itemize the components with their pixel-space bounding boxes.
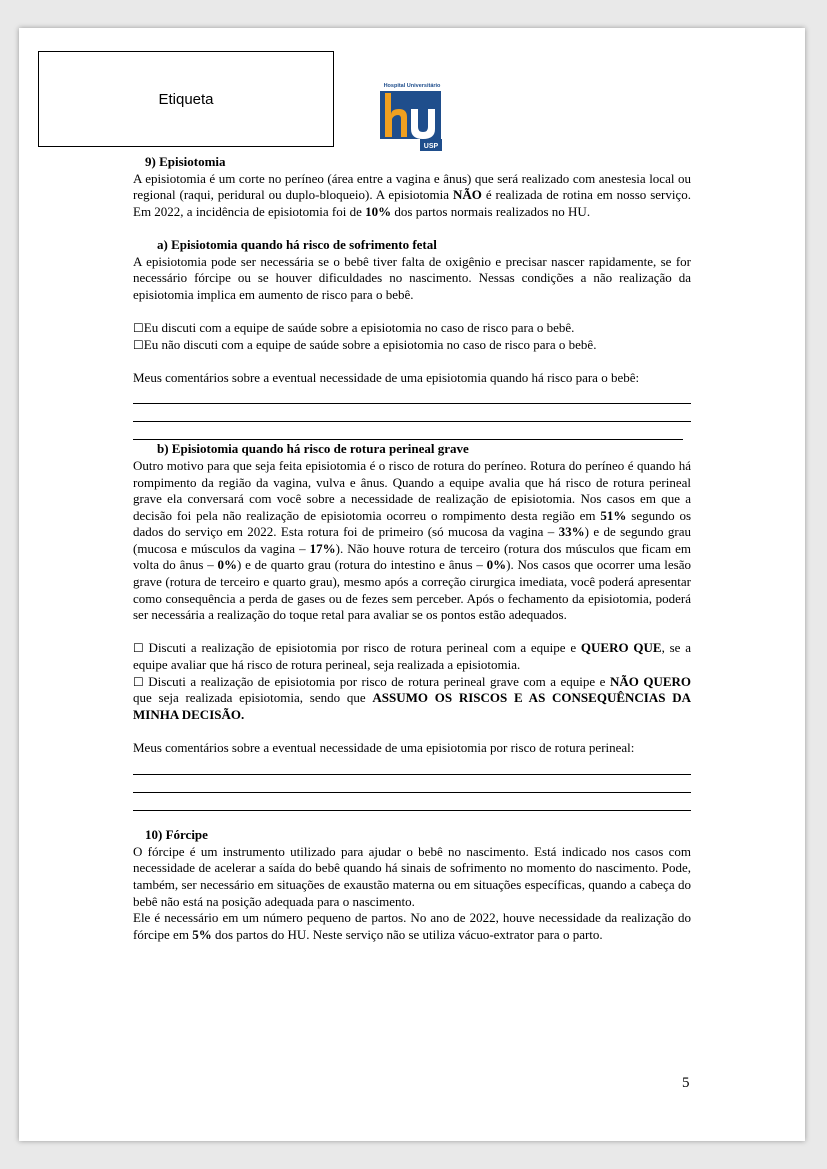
comment-line[interactable]: [133, 404, 691, 422]
option-a-not-discussed[interactable]: ☐Eu não discuti com a equipe de saúde sobre a episiotomia no caso de risco para o bebê.: [133, 336, 597, 352]
comment-line[interactable]: [133, 775, 691, 793]
section-10-text-2: Ele é necessário em um número pequeno de partos. No ano de 2022, houve necessidade da realização do fórcipe em 5% dos partos do HU. Neste serviço não se utiliza vácuo-extrator para o parto.: [133, 910, 691, 942]
document-page: [19, 28, 805, 1141]
option-b-refuse[interactable]: ☐ Discuti a realização de episiotomia por risco de rotura perineal grave com a equipe e NÃO QUERO que seja realizada episiotomia, sendo que ASSUMO OS RISCOS E AS CONSEQUÊNCIAS DA MINHA DECISÃO.: [133, 673, 691, 722]
section-10-text: O fórcipe é um instrumento utilizado para ajudar o bebê no nascimento. Está indicado nos casos com necessidade de acelerar a saída do bebê quando há sinais de sofrimento no momento do nascimento. Pode, também, ser necessário em situações de exaustão materna ou em situações específicas, quando a cabeça do bebê não está na posição adequada para o nascimento.: [133, 843, 691, 909]
logo-sub-text: USP: [423, 143, 439, 150]
section-a-comments-label: Meus comentários sobre a eventual necessidade de uma episiotomia quando há risco para o bebê:: [133, 369, 640, 385]
comment-line[interactable]: [133, 793, 691, 811]
label-box: [38, 51, 334, 147]
hospital-logo: [377, 81, 447, 155]
logo-top-text: Hospital Universitário: [383, 83, 441, 89]
comment-line[interactable]: [133, 757, 691, 775]
section-b-text: Outro motivo para que seja feita episiotomia é o risco de rotura do períneo. Rotura do períneo é quando há rompimento da região da vagina, vulva e ânus. Quando a equipe avalia que há risco de rotura perineal grave ela conversará com você sobre a necessidade de realização de episiotomia. Nos casos em que a decisão foi pela não realização de episiotomia ocorreu o rompimento desta região em 51% segundo os dados do serviço em 2022. Esta rotura foi de primeiro (só mucosa da vagina – 33%) e de segundo grau (mucosa e músculos da vagina – 17%). Não houve rotura de terceiro (rotura dos músculos que ficam em volta do ânus – 0%) e de quarto grau (rotura do intestino e ânus – 0%). Nos casos que ocorrer uma lesão grave (rotura de terceiro e quarto grau), mesmo após a correção cirurgica imediata, você poderá apresentar como consequência a perda de gases ou de fezes sem perceber. Após o fechamento da episiotomia, poderá ser necessária a realização do toque retal para avaliar se os pontos estão adequados.: [133, 457, 692, 623]
option-a-discussed[interactable]: ☐Eu discuti com a equipe de saúde sobre a episiotomia no caso de risco para o bebê.: [133, 319, 575, 335]
section-a-text: A episiotomia pode ser necessária se o bebê tiver falta de oxigênio e precisar nascer rapidamente, se for necessário fórcipe ou se houver dificuldades no nascimento. Nessas condições a não realização da episiotomia implica em aumento de risco para o bebê.: [133, 253, 691, 302]
comment-line[interactable]: [133, 422, 683, 440]
document-content: [133, 154, 691, 943]
section-9-title: 9) Episiotomia: [145, 154, 226, 169]
comment-line[interactable]: [133, 386, 691, 404]
label-box-text: Etiqueta: [158, 90, 214, 108]
section-10-title: 10) Fórcipe: [145, 827, 208, 843]
option-b-want[interactable]: ☐ Discuti a realização de episiotomia por risco de rotura perineal com a equipe e QUERO QUE, se a equipe avaliar que há risco de rotura perineal, seja realizada a episiotomia.: [133, 640, 691, 673]
section-9-text: A episiotomia é um corte no períneo (área entre a vagina e ânus) que será realizado com anestesia local ou regional (raqui, peridural ou duplo-bloqueio). A episiotomia NÃO é realizada de rotina em nosso serviço. Em 2022, a incidência de episiotomia foi de 10% dos partos normais realizados no HU.: [133, 170, 692, 219]
page-number: 5: [682, 1075, 690, 1091]
checkbox-icon[interactable]: ☐: [133, 320, 144, 335]
section-a-title: a) Episiotomia quando há risco de sofrimento fetal: [157, 236, 437, 252]
section-b-comments-label: Meus comentários sobre a eventual necessidade de uma episiotomia por risco de rotura perineal:: [133, 740, 635, 755]
checkbox-icon[interactable]: ☐: [133, 641, 144, 656]
section-b-title: b) Episiotomia quando há risco de rotura perineal grave: [157, 441, 469, 457]
checkbox-icon[interactable]: ☐: [133, 674, 144, 689]
checkbox-icon[interactable]: ☐: [133, 337, 144, 352]
